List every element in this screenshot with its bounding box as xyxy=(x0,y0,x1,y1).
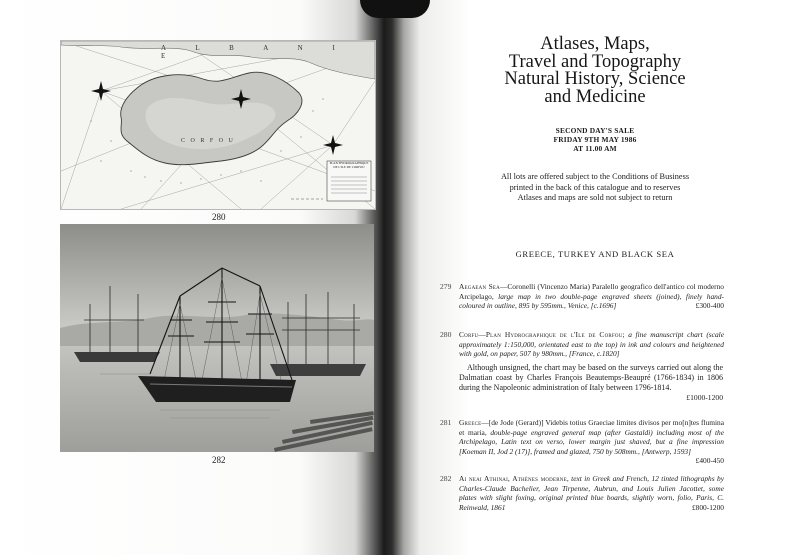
lot-description xyxy=(459,330,724,359)
lot-title-text: —Coronelli (Vincenzo Maria) Paralello geografico dell'antico col moderno Arcipelago, xyxy=(459,282,724,301)
lot-lead: Aegaean Sea xyxy=(459,282,500,291)
figure-282-harbour-lithograph xyxy=(60,224,374,452)
lot-280-note: Although unsigned, the chart may be based on the surveys carried out along the Dalmatian coast by Charles François Beautemps-Beaupré (1766-1834) in 1806 during the Napoleonic administration of Italy between 1796-1814. xyxy=(459,363,723,392)
lot-physical-description: large map in two double-page engraved sheets (joined), finely hand-coloured in outline, 895 by 595mm., Venice, [c.1696] xyxy=(459,291,724,311)
lot-estimate: £800-1200 xyxy=(691,502,724,512)
lot-physical-description: a fine manuscript chart (scale approximately 1:150,000, orientated east to the top) in ink and colours and heightened with gold, on paper, 507 by 980mm., [France, c.1820] xyxy=(459,330,724,359)
figure-282-caption: 282 xyxy=(212,455,226,465)
title-line-4: and Medicine xyxy=(544,86,646,107)
map-coast-label: A L B A N I E xyxy=(161,44,349,60)
lot-title-text: —[de Jode (Gerard)] Videbis totius Graeciae limites divisos per mo[n]tes flumina et maria, xyxy=(459,418,724,437)
catalogue-title xyxy=(470,36,720,106)
conditions-line-2: printed in the back of this catalogue and to reserves xyxy=(509,182,681,192)
lot-physical-description: text in Greek and French, 12 tinted lithographs by Charles-Claude Bachelier, Jean Tirpenne, Aubrun, and Louis Julien Jacottet, some plates with slight foxing, original printed blue boards, slightly worn, folio, Paris, C. Reinwald, 1861 xyxy=(459,474,724,512)
lot-estimate: £300-400 xyxy=(695,301,724,311)
lot-description xyxy=(459,418,724,466)
lot-number: 281 xyxy=(440,418,452,427)
sale-info xyxy=(470,126,720,153)
sale-conditions xyxy=(470,172,720,204)
lot-number: 280 xyxy=(440,330,452,339)
sale-day: SECOND DAY'S SALE xyxy=(555,126,635,135)
lot-title-text: ; xyxy=(622,330,625,339)
lot-title-text: , xyxy=(566,474,569,483)
lot-lead: Corfu—Plan Hydrographique de l'Ile de Corfou xyxy=(459,330,623,339)
conditions-line-1: All lots are offered subject to the Conditions of Business xyxy=(500,172,690,181)
gutter-shadow xyxy=(360,0,430,18)
sale-time: AT 11.00 AM xyxy=(573,144,617,153)
lot-number: 279 xyxy=(440,282,452,291)
lot-physical-description: double-page engraved general map (after Gastaldi) including most of the Archipelago, Latin text on verso, lower margin just shaved, but a fine impression [Koeman II, Jod 2 (17)], framed and glazed, 750 by 508mm., [Antwerp, 1593] xyxy=(459,427,725,456)
title-line-1: Atlases, Maps, xyxy=(540,34,650,54)
corfu-chart-illustration xyxy=(61,41,375,209)
lot-number: 282 xyxy=(440,474,452,483)
figure-280-caption: 280 xyxy=(212,212,226,222)
lot-estimate: £400-450 xyxy=(695,456,724,466)
lot-lead: Greece xyxy=(459,418,482,427)
conditions-line-3: Atlases and maps are sold not subject to return xyxy=(517,193,673,202)
lot-description xyxy=(459,474,724,512)
lot-280-estimate: £1000-1200 xyxy=(686,393,723,402)
map-cartouche-title: PLAN HYDROGRAPHIQUE DE L'ILE DE CORFOU xyxy=(329,161,369,169)
sale-date: FRIDAY 9TH MAY 1986 xyxy=(553,135,637,144)
map-island-label: C O R F O U xyxy=(181,138,235,144)
harbour-ships-illustration xyxy=(60,224,374,452)
section-heading: GREECE, TURKEY AND BLACK SEA xyxy=(515,249,675,259)
lot-description xyxy=(459,282,724,311)
title-line-2: Travel and Topography xyxy=(508,51,682,72)
title-line-3: Natural History, Science xyxy=(504,69,686,89)
lot-lead: Ai neai Athinai, Athènes moderne xyxy=(459,474,567,483)
figure-280-corfu-chart xyxy=(60,40,376,210)
